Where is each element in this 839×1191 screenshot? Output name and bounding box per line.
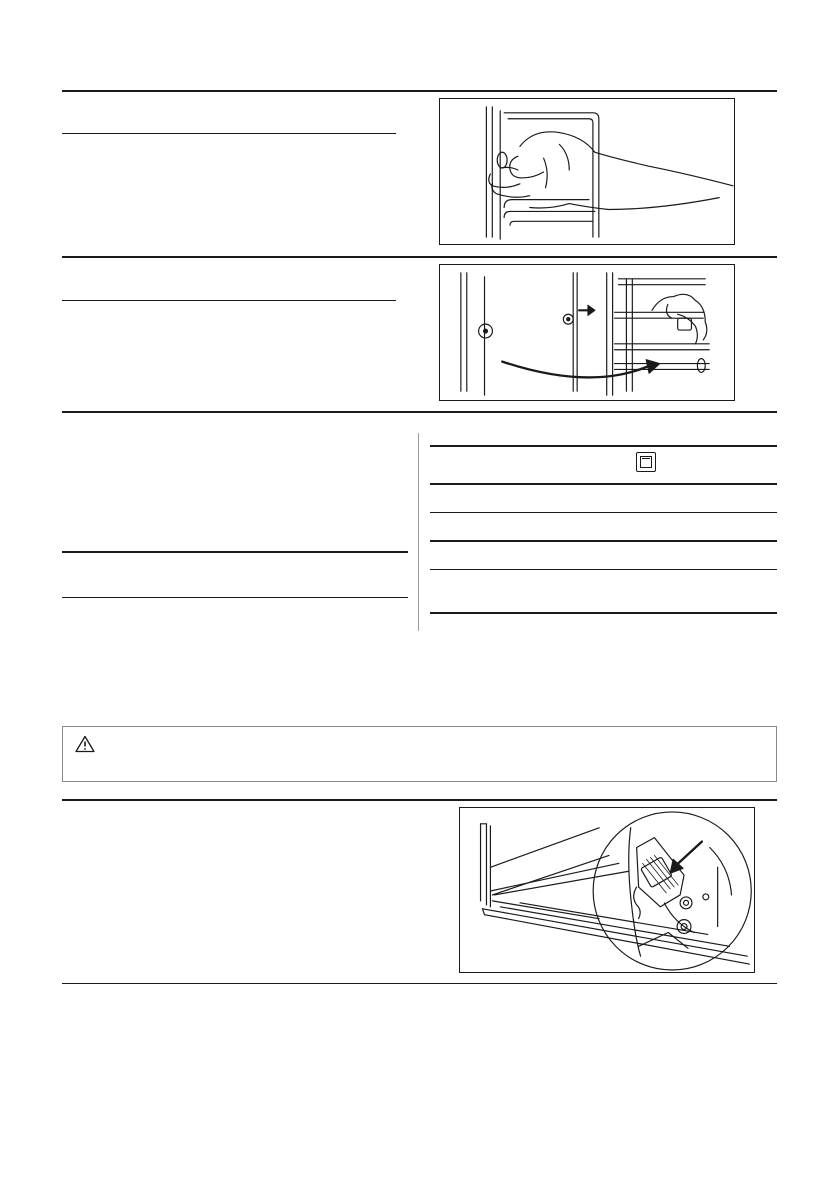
section-1-top-rule xyxy=(62,90,777,92)
warning-box xyxy=(62,726,777,782)
shelf-support-reinstall-illustration xyxy=(439,264,735,401)
section-2-top-rule xyxy=(62,256,777,258)
door-hinge-lever-illustration xyxy=(459,807,755,973)
hand-removing-shelf-support-illustration xyxy=(439,98,735,245)
column-divider xyxy=(418,433,419,631)
oven-function-icon xyxy=(636,452,656,472)
table-row-rule-1 xyxy=(430,483,777,485)
warning-triangle-icon xyxy=(75,735,95,753)
section-3-top-rule xyxy=(62,411,777,413)
table-row-rule-4 xyxy=(430,569,777,570)
table-header-rule xyxy=(430,445,777,447)
section-1-heading-underline xyxy=(62,133,396,134)
left-subsection-underline xyxy=(62,597,408,598)
section-4-bottom-rule xyxy=(62,983,777,984)
table-row-rule-3 xyxy=(430,540,777,542)
left-subsection-rule xyxy=(62,551,408,553)
section-2-heading-underline xyxy=(62,300,396,301)
section-4-top-rule xyxy=(62,799,777,801)
table-row-rule-2 xyxy=(430,512,777,513)
table-bottom-rule xyxy=(430,612,777,614)
